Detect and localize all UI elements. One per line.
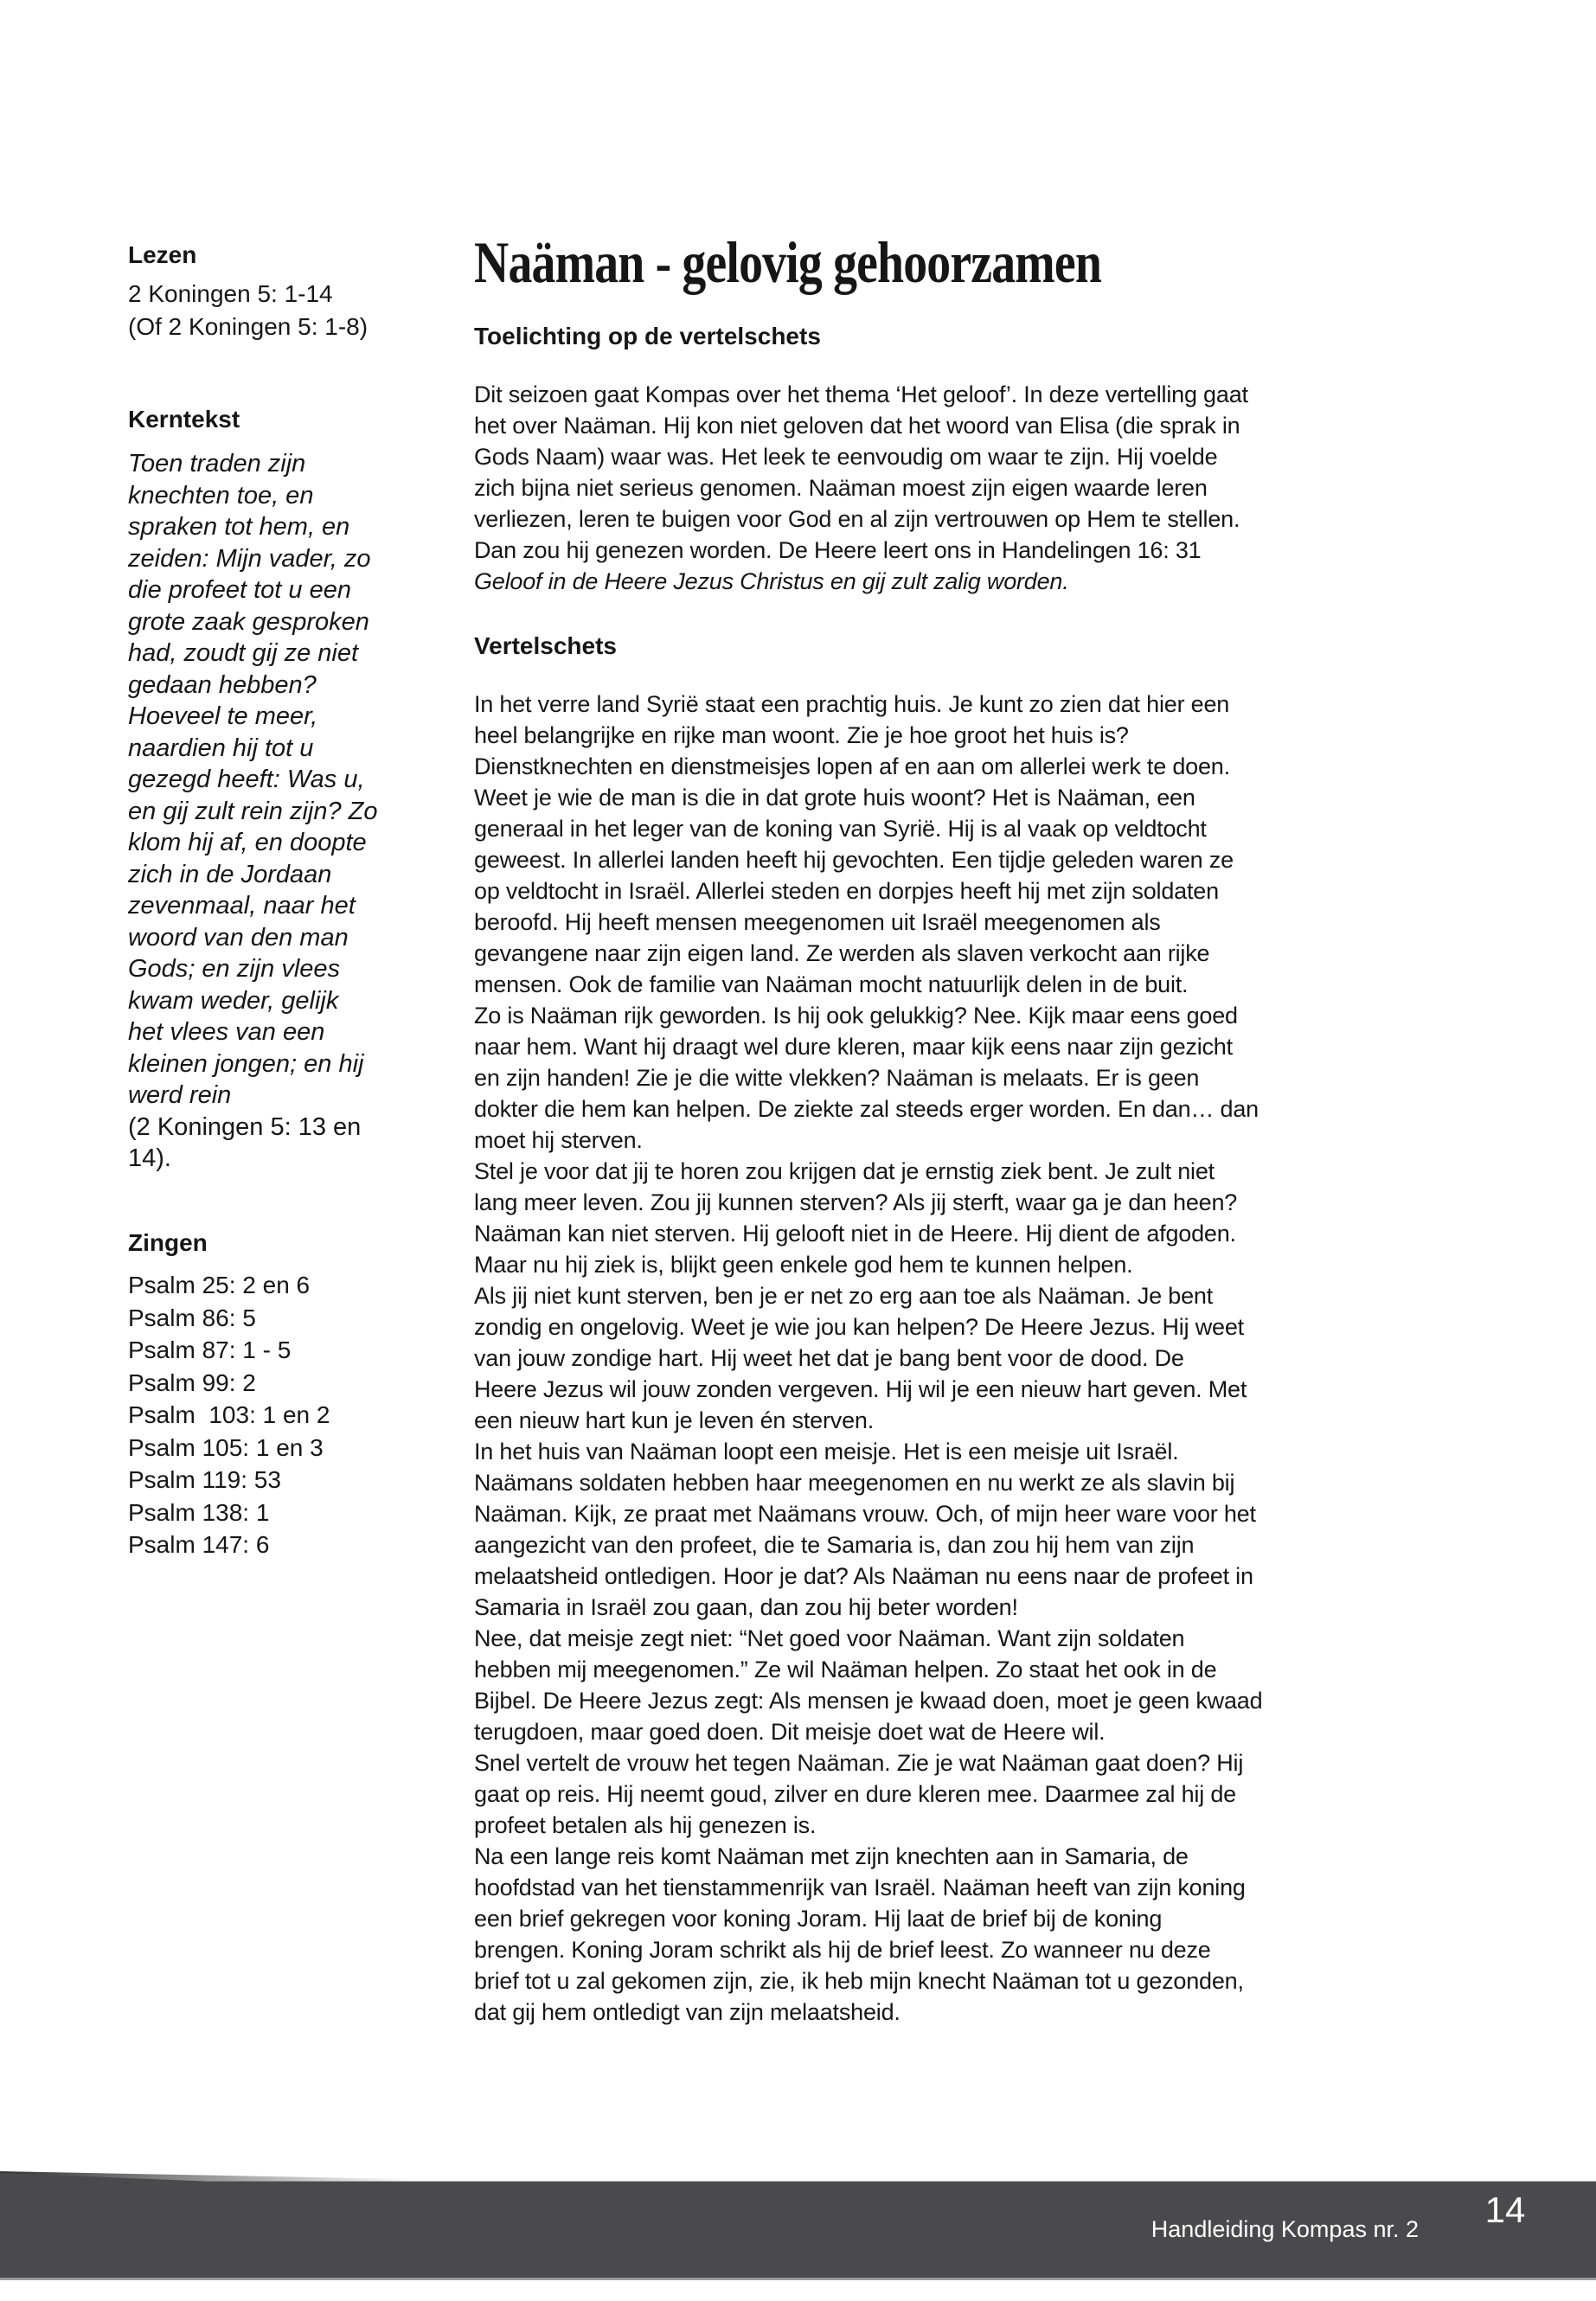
story-line: Naäman kan niet sterven. Hij gelooft niet in de Heere. Hij dient de afgoden. — [474, 1221, 1236, 1247]
story-line: dokter die hem kan helpen. De ziekte zal steeds erger worden. En dan… dan — [474, 1096, 1259, 1122]
psalm-item: Psalm 119: 53 — [128, 1466, 281, 1493]
story-line: op veldtocht in Israël. Allerlei steden en dorpjes heeft hij met zijn soldaten — [474, 878, 1219, 904]
psalm-item: Psalm 99: 2 — [128, 1368, 256, 1396]
story-line: geweest. In allerlei landen heeft hij gevochten. Een tijdje geleden waren ze — [474, 847, 1234, 873]
toelichting-line: verliezen, leren te buigen voor God en al zijn vertrouwen op Hem te stellen. — [474, 506, 1240, 532]
kerntekst-line: Toen traden zijn — [128, 450, 306, 478]
kerntekst-reference-line: (2 Koningen 5: 13 en — [128, 1112, 362, 1141]
story-line: lang meer leven. Zou jij kunnen sterven? Als jij sterft, waar ga je dan heen? — [474, 1189, 1238, 1215]
kerntekst-verse — [128, 448, 457, 1112]
psalm-item: Psalm 103: 1 en 2 — [128, 1401, 330, 1428]
kerntekst-line: grote zaak gesproken — [128, 607, 369, 636]
story-line: hoofdstad van het tienstammenrijk van Israël. Naäman heeft van zijn koning — [474, 1875, 1246, 1900]
kerntekst-line: die profeet tot u een — [128, 576, 351, 604]
toelichting-lines — [474, 379, 1452, 566]
toelichting-heading: Toelichting op de vertelschets — [474, 323, 821, 349]
story-line: Naäman. Kijk, ze praat met Naämans vrouw. Och, of mijn heer ware voor het — [474, 1501, 1256, 1527]
lezen-section — [128, 240, 457, 343]
story-line: brief tot u zal gekomen zijn, zie, ik heb mijn knecht Naäman tot u gezonden, — [474, 1968, 1244, 1994]
kerntekst-line: werd rein — [128, 1081, 232, 1109]
story-line: Na een lange reis komt Naäman met zijn knechten aan in Samaria, de — [474, 1843, 1189, 1869]
story-line: profeet betalen als hij genezen is. — [474, 1812, 817, 1838]
story-line: Bijbel. De Heere Jezus zegt: Als mensen je kwaad doen, moet je geen kwaad — [474, 1688, 1263, 1714]
story-line: van jouw zondige hart. Hij weet het dat je bang bent voor de dood. De — [474, 1345, 1184, 1371]
story-line: In het verre land Syrië staat een prachtig huis. Je kunt zo zien dat hier een — [474, 691, 1230, 717]
story-line: Snel vertelt de vrouw het tegen Naäman. Zie je wat Naäman gaat doen? Hij — [474, 1750, 1244, 1776]
lezen-line: (Of 2 Koningen 5: 1-8) — [128, 313, 369, 340]
toelichting-italic-line: Geloof in de Heere Jezus Christus en gij zult zalig worden. — [474, 568, 1069, 594]
kerntekst-heading: Kerntekst — [128, 406, 240, 433]
kerntekst-line: gezegd heeft: Was u, — [128, 766, 365, 793]
kerntekst-line: gedaan hebben? — [128, 670, 317, 699]
story-line: Stel je voor dat jij te horen zou krijgen dat je ernstig ziek bent. Je zult niet — [474, 1158, 1215, 1184]
psalm-item: Psalm 105: 1 en 3 — [128, 1433, 324, 1461]
toelichting-line: het over Naäman. Hij kon niet geloven dat het woord van Elisa (die sprak in — [474, 413, 1240, 439]
zingen-section — [128, 1228, 457, 1561]
psalm-item: Psalm 86: 5 — [128, 1304, 256, 1331]
toelichting-line: Dit seizoen gaat Kompas over het thema ‘Het geloof’. In deze vertelling gaat — [474, 381, 1248, 407]
psalm-list — [128, 1269, 457, 1561]
page-title: Naäman - gelovig gehoorzamen — [474, 229, 1102, 295]
story-line: beroofd. Hij heeft mensen meegenomen uit Israël meegenomen als — [474, 909, 1161, 935]
footer-label: Handleiding Kompas nr. 2 — [1151, 2216, 1419, 2242]
kerntekst-reference — [128, 1112, 457, 1175]
story-line: en zijn handen! Zie je die witte vlekken? Naäman is melaats. Er is geen — [474, 1065, 1200, 1091]
kerntekst-line: Hoeveel te meer, — [128, 702, 318, 730]
kerntekst-line: kleinen jongen; en hij — [128, 1049, 364, 1078]
toelichting-line: Dan zou hij genezen worden. De Heere leert ons in Handelingen 16: 31 — [474, 537, 1202, 563]
story-line: heel belangrijke en rijke man woont. Zie je hoe groot het huis is? — [474, 722, 1129, 748]
story-line: Samaria in Israël zou gaan, dan zou hij beter worden! — [474, 1594, 1018, 1620]
toelichting-line: zich bijna niet serieus genomen. Naäman moest zijn eigen waarde leren — [474, 475, 1208, 501]
kerntekst-line: kwam weder, gelijk — [128, 986, 339, 1015]
kerntekst-line: woord van den man — [128, 923, 349, 952]
story-line: een brief gekregen voor koning Joram. Hij laat de brief bij de koning — [474, 1906, 1163, 1932]
story-line: Als jij niet kunt sterven, ben je er net zo erg aan toe als Naäman. Je bent — [474, 1283, 1213, 1309]
kerntekst-line: zich in de Jordaan — [128, 860, 332, 888]
story-line: mensen. Ook de familie van Naäman mocht natuurlijk delen in de buit. — [474, 971, 1189, 997]
story-line: Weet je wie de man is die in dat grote huis woont? Het is Naäman, een — [474, 785, 1195, 811]
story-line: zondig en ongelovig. Weet je wie jou kan helpen? De Heere Jezus. Hij weet — [474, 1314, 1244, 1340]
story-line: hebben mij meegenomen.” Ze wil Naäman helpen. Zo staat het ook in de — [474, 1657, 1217, 1682]
kerntekst-section — [128, 405, 457, 1175]
toelichting-paragraph — [474, 379, 1452, 597]
story-line: Maar nu hij ziek is, blijkt geen enkele god hem te kunnen helpen. — [474, 1252, 1133, 1278]
toelichting-line: Gods Naam) waar was. Het leek te eenvoudig om waar te zijn. Hij voelde — [474, 444, 1218, 470]
vertelschets-heading: Vertelschets — [474, 632, 617, 659]
kerntekst-line: spraken tot hem, en — [128, 513, 350, 541]
story-line: melaatsheid ontledigen. Hoor je dat? Als Naäman nu eens naar de profeet in — [474, 1563, 1253, 1589]
kerntekst-line: had, zoudt gij ze niet — [128, 639, 359, 667]
story-line: Zo is Naäman rijk geworden. Is hij ook gelukkig? Nee. Kijk maar eens goed — [474, 1003, 1238, 1029]
kerntekst-reference-line: 14). — [128, 1144, 171, 1172]
story-line: dat gij hem ontledigt van zijn melaatsheid. — [474, 1999, 901, 2025]
story-line: generaal in het leger van de koning van Syrië. Hij is al vaak op veldtocht — [474, 816, 1207, 842]
story-line: Heere Jezus wil jouw zonden vergeven. Hij wil je een nieuw hart geven. Met — [474, 1376, 1247, 1402]
story-line: moet hij sterven. — [474, 1127, 643, 1153]
psalm-item: Psalm 138: 1 — [128, 1498, 270, 1526]
kerntekst-line: zevenmaal, naar het — [128, 892, 356, 920]
story-line: een nieuw hart kun je leven én sterven. — [474, 1407, 874, 1433]
psalm-item: Psalm 25: 2 en 6 — [128, 1272, 311, 1298]
story-line: terugdoen, maar goed doen. Dit meisje doet wat de Heere wil. — [474, 1719, 1106, 1745]
story-line: gevangene naar zijn eigen land. Ze werden als slaven verkocht aan rijke — [474, 940, 1210, 966]
story-line: Dienstknechten en dienstmeisjes lopen af en aan om allerlei werk te doen. — [474, 753, 1230, 779]
lezen-line: 2 Koningen 5: 1-14 — [128, 280, 333, 307]
story-line: In het huis van Naäman loopt een meisje. Het is een meisje uit Israël. — [474, 1439, 1179, 1465]
footer-band-underline — [0, 2278, 1596, 2280]
kerntekst-line: en gij zult rein zijn? Zo — [128, 797, 378, 825]
kerntekst-line: naardien hij tot u — [128, 734, 314, 762]
kerntekst-line: Gods; en zijn vlees — [128, 955, 341, 983]
story-line: aangezicht van den profeet, die te Samaria is, dan zou hij hem van zijn — [474, 1532, 1195, 1558]
zingen-heading: Zingen — [128, 1229, 208, 1256]
psalm-item: Psalm 87: 1 - 5 — [128, 1336, 292, 1363]
lezen-heading: Lezen — [128, 241, 197, 268]
page-number: 14 — [1484, 2189, 1526, 2230]
story-line: Naämans soldaten hebben haar meegenomen en nu werkt ze als slavin bij — [474, 1470, 1235, 1496]
psalm-item: Psalm 147: 6 — [128, 1531, 270, 1558]
story-line: naar hem. Want hij draagt wel dure kleren, maar kijk eens naar zijn gezicht — [474, 1034, 1233, 1060]
story-line: gaat op reis. Hij neemt goud, zilver en dure kleren mee. Daarmee zal hij de — [474, 1781, 1236, 1807]
story-line: Nee, dat meisje zegt niet: “Net goed voor Naäman. Want zijn soldaten — [474, 1625, 1185, 1651]
vertelschets-text — [474, 689, 1452, 2028]
story-line: brengen. Koning Joram schrikt als hij de brief leest. Zo wanneer nu deze — [474, 1937, 1211, 1963]
kerntekst-line: knechten toe, en — [128, 481, 314, 510]
kerntekst-line: klom hij af, en doopte — [128, 829, 367, 856]
kerntekst-line: het vlees van een — [128, 1018, 325, 1046]
kerntekst-line: zeiden: Mijn vader, zo — [128, 544, 371, 573]
lezen-lines — [128, 278, 457, 343]
